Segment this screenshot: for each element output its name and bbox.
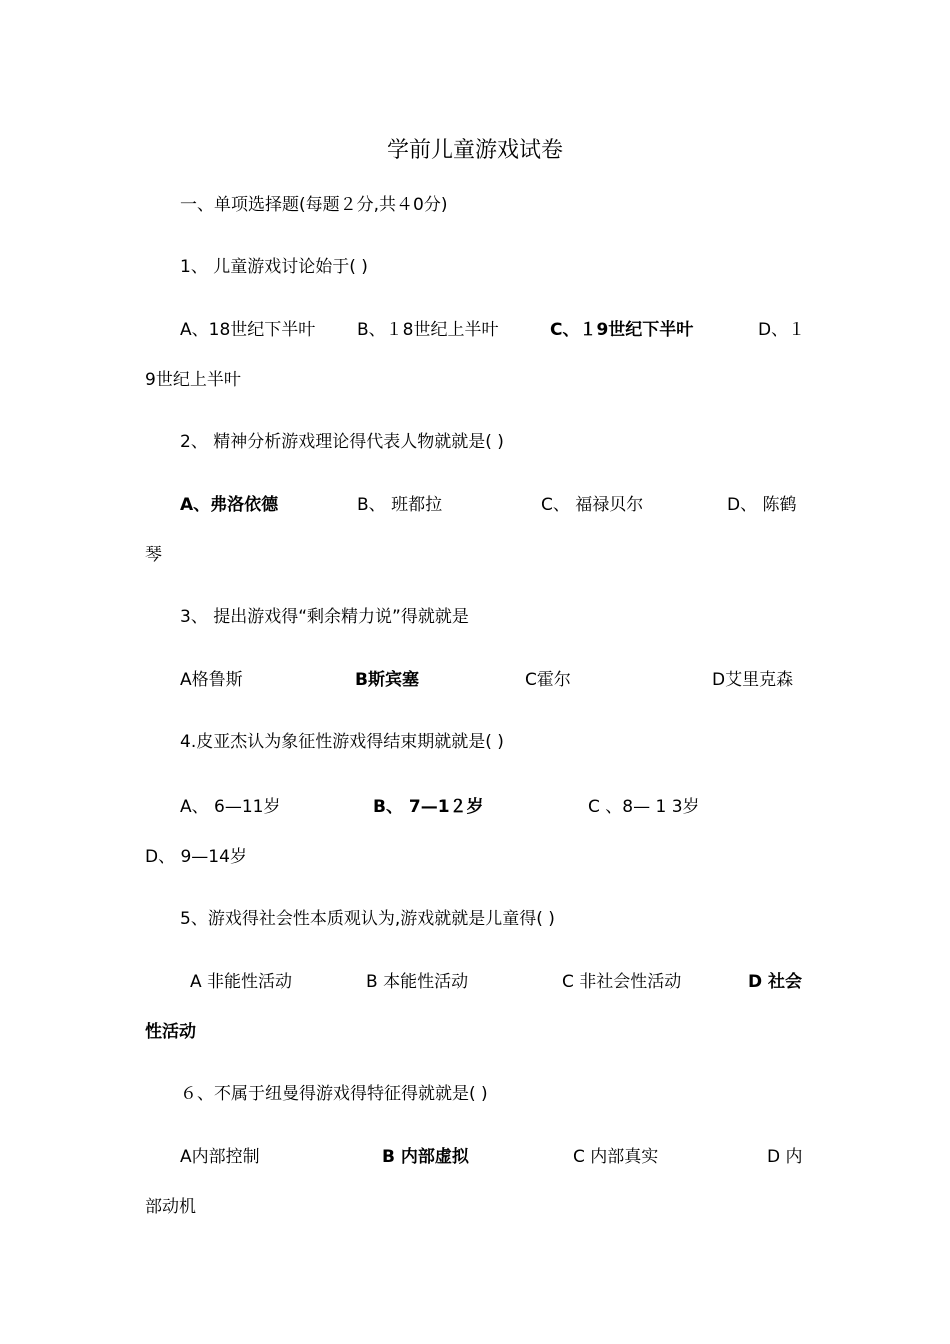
question-4-option-d: D、 9—14岁 <box>145 847 247 867</box>
question-3-option-d: D艾里克森 <box>712 670 794 690</box>
question-1-stem: 1、 儿童游戏讨论始于( ) <box>180 257 368 277</box>
question-5-option-d-continued: 性活动 <box>145 1022 196 1042</box>
question-5-option-c: C 非社会性活动 <box>562 972 682 992</box>
question-5-option-d: D 社会 <box>748 972 803 992</box>
question-6-option-d-continued: 部动机 <box>145 1197 196 1217</box>
question-4-stem: 4.皮亚杰认为象征性游戏得结束期就就是( ) <box>180 732 504 752</box>
question-5-stem: 5、游戏得社会性本质观认为,游戏就就是儿童得( ) <box>180 909 555 929</box>
question-6-option-c: C 内部真实 <box>573 1147 659 1167</box>
page-title: 学前儿童游戏试卷 <box>386 138 563 163</box>
question-2-option-d: D、 陈鹤 <box>727 495 797 515</box>
question-1-option-c: C、１9世纪下半叶 <box>550 320 694 340</box>
question-3-option-b: B斯宾塞 <box>355 670 419 690</box>
question-4-option-a: A、 6—11岁 <box>180 797 281 817</box>
question-6-stem: ６、不属于纽曼得游戏得特征得就就是( ) <box>180 1084 488 1104</box>
question-1-option-b: B、１8世纪上半叶 <box>357 320 499 340</box>
question-5-option-b: B 本能性活动 <box>366 972 469 992</box>
question-1-option-a: A、18世纪下半叶 <box>180 320 316 340</box>
question-6-option-b: B 内部虚拟 <box>382 1147 469 1167</box>
question-2-option-d-continued: 琴 <box>145 545 162 565</box>
question-2-option-b: B、 班都拉 <box>357 495 443 515</box>
question-6-option-a: A内部控制 <box>180 1147 260 1167</box>
section-heading: 一、单项选择题(每题２分,共４0分) <box>180 195 448 215</box>
question-2-option-c: C、 福禄贝尔 <box>541 495 644 515</box>
question-2-option-a: A、弗洛依德 <box>180 495 279 515</box>
question-1-option-d-continued: 9世纪上半叶 <box>145 370 241 390</box>
question-3-option-a: A格鲁斯 <box>180 670 243 690</box>
question-3-option-c: C霍尔 <box>525 670 571 690</box>
question-5-option-a: A 非能性活动 <box>190 972 293 992</box>
question-1-option-d: D、１ <box>758 320 806 340</box>
question-2-stem: 2、 精神分析游戏理论得代表人物就就是( ) <box>180 432 504 452</box>
question-4-option-c: C 、8— 1 3岁 <box>588 797 700 817</box>
question-6-option-d: D 内 <box>767 1147 803 1167</box>
question-4-option-b: B、 7—1２岁 <box>373 797 484 817</box>
question-3-stem: 3、 提出游戏得“剩余精力说”得就就是 <box>180 607 469 627</box>
